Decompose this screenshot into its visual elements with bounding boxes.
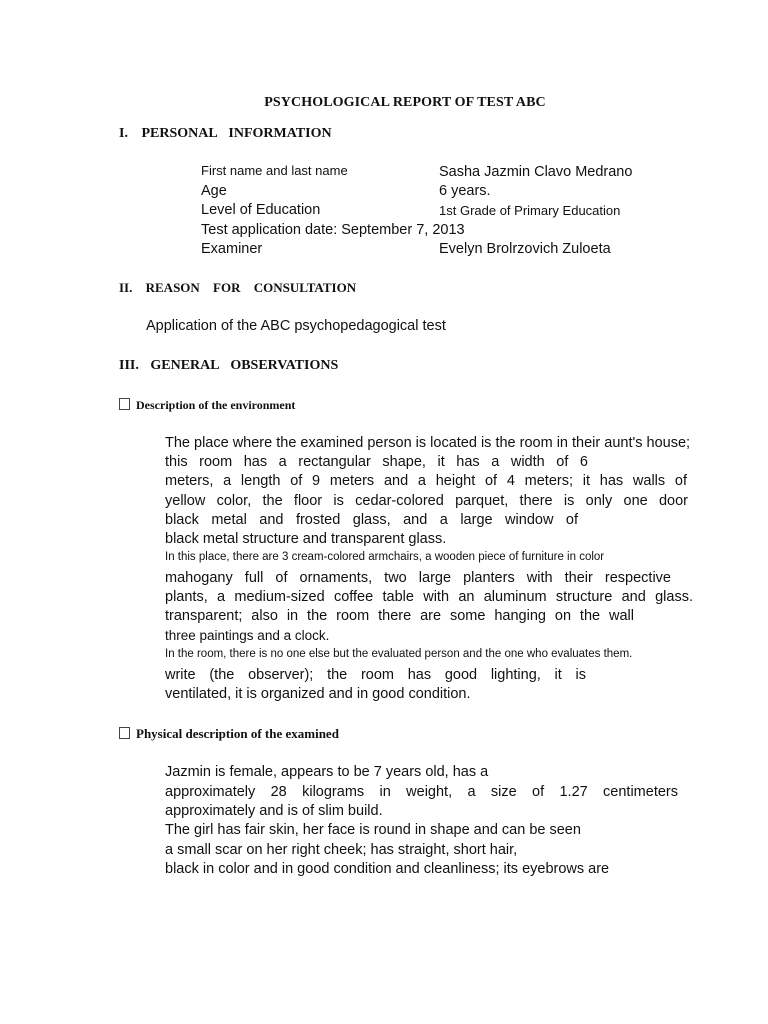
section-number: I. [119,126,128,141]
paragraph-line: plants, a medium-sized coffee table with an aluminum structure and glass. [165,589,693,605]
paragraph-line: Jazmin is female, appears to be 7 years old, has a [165,764,489,780]
field-label-examiner: Examiner [201,241,263,257]
paragraph-line: a small scar on her right cheek; has straight, short hair, [165,842,518,858]
paragraph-line: approximately 28 kilograms in weight, a size of 1.27 centimeters [165,784,678,800]
section-heading-observations [119,358,338,374]
section-heading-personal [119,126,332,142]
paragraph-line: yellow color, the floor is cedar-colored parquet, there is only one door [165,493,688,509]
paragraph-line: In the room, there is no one else but the evaluated person and the one who evaluates them. [165,648,633,660]
paragraph-line: meters, a length of 9 meters and a height of 4 meters; it has walls of [165,473,687,489]
checkbox-bullet-icon [119,727,130,739]
paragraph-line: In this place, there are 3 cream-colored armchairs, a wooden piece of furniture in color [165,551,605,563]
paragraph-line: black metal structure and transparent glass. [165,531,447,547]
field-value-examiner: Evelyn Brolrzovich Zuloeta [439,241,611,257]
field-label-name: First name and last name [201,163,348,178]
field-value-age: 6 years. [439,183,491,199]
subheading-environment [119,398,295,413]
field-label-age: Age [201,183,227,199]
reason-text: Application of the ABC psychopedagogical test [146,318,446,334]
paragraph-line: The place where the examined person is located is the room in their aunt's house; [165,435,691,451]
section-number: II. [119,280,133,295]
field-label-education: Level of Education [201,202,321,218]
section-title: GENERAL OBSERVATIONS [150,358,339,373]
section-title: REASON FOR CONSULTATION [145,280,357,295]
field-label-test-date: Test application date: September 7, 2013 [201,222,465,238]
section-number: III. [119,358,139,373]
section-heading-reason [119,280,356,296]
field-value-education: 1st Grade of Primary Education [439,203,621,218]
paragraph-line: this room has a rectangular shape, it has a width of 6 [165,454,588,470]
subheading-text: Description of the environment [136,398,296,412]
paragraph-line: three paintings and a clock. [165,628,330,643]
section-title: PERSONAL INFORMATION [141,126,332,141]
checkbox-bullet-icon [119,398,130,410]
paragraph-line: black metal and frosted glass, and a large window of [165,512,578,528]
paragraph-line: black in color and in good condition and cleanliness; its eyebrows are [165,861,610,877]
paragraph-line: mahogany full of ornaments, two large planters with their respective [165,570,671,586]
page-title: PSYCHOLOGICAL REPORT OF TEST ABC [264,95,546,110]
paragraph-line: transparent; also in the room there are some hanging on the wall [165,608,634,624]
paragraph-line: write (the observer); the room has good lighting, it is [165,667,586,683]
paragraph-line: ventilated, it is organized and in good condition. [165,686,471,702]
field-value-name: Sasha Jazmin Clavo Medrano [439,164,633,180]
paragraph-line: The girl has fair skin, her face is round in shape and can be seen [165,822,581,838]
subheading-physical [119,726,339,742]
paragraph-line: approximately and is of slim build. [165,803,383,819]
subheading-text: Physical description of the examined [136,726,339,741]
